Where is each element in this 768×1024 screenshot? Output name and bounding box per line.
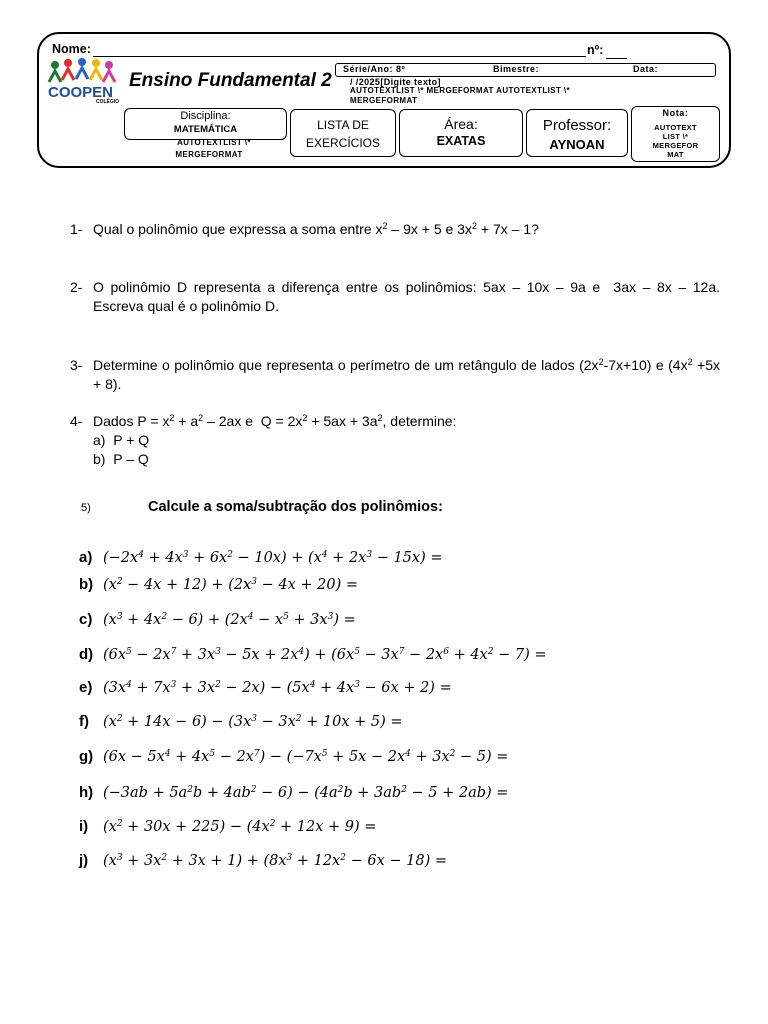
q5-item-label: g) [79,748,94,765]
q5-item [79,748,508,765]
q5-item [79,549,443,566]
bimestre-label: Bimestre: [493,64,540,74]
q5-item-expr: $(x^2 - 4x + 12) + (2x^3 - 4x + 20)$ = [103,577,359,593]
numero-label: nº: [587,43,604,57]
year-row: / /2025[Digite texto] [350,77,441,87]
q5-item-expr: $(6x^5 - 2x^7 + 3x^3 - 5x + 2x^4) + (6x^5 - 3x^7 - 2x^6 + 4x^2 - 7)$ = [103,647,547,663]
nota-line: MERGEFOR [652,141,699,150]
area-value: EXATAS [436,134,486,148]
disciplina-label: Disciplina: [180,110,231,122]
q5-item [79,713,403,730]
q5-item [79,576,358,593]
q4-item-b: b) P – Q [93,451,149,467]
question-5-number: 5) [81,502,91,514]
lista-line1: LISTA DE [317,118,369,132]
q5-item-expr: $(x^2 + 14x - 6) - (3x^3 - 3x^2 + 10x + 5)$ = [103,714,403,730]
q5-item-label: f) [79,713,89,730]
serie-label: Série/Ano: 8º [343,64,406,74]
coopen-logo [46,58,122,106]
logo-text: COOPEN [48,84,114,101]
q5-item [79,646,547,663]
professor-value: AYNOAN [549,137,605,152]
question-text: Qual o polinômio que expressa a soma entre $x^2 - 9x + 5$ e $3x^2 + 7x - 1$? [93,221,539,237]
disciplina-value: MATEMÁTICA [173,124,238,135]
lista-label [290,116,396,152]
q5-item-expr: $(x^3 + 3x^2 + 3x + 1) + (8x^3 + 12x^2 - 6x - 18)$ = [103,853,448,869]
page-title: Ensino Fundamental 2 [129,70,332,91]
disciplina-merge: MERGEFORMAT [175,150,243,159]
q5-item [79,818,376,835]
q5-item-expr: $(-3ab + 5a^2b + 4ab^2 - 6) - (4a^2b + 3ab^2 - 5 + 2ab)$ = [103,785,509,801]
q5-item [79,852,447,869]
question-text: Dados $P = x^2 + a^2 - 2ax$ e $Q = 2x^2 + 5ax + 3a^2$, determine: [93,413,457,429]
q5-item-label: a) [79,549,93,566]
question-number: 4- [70,413,83,429]
q5-item-label: j) [79,852,89,869]
nota-line: AUTOTEXT [654,123,697,132]
q5-item-label: b) [79,576,94,593]
q5-item-label: h) [79,784,94,801]
question-number: 1- [70,221,83,237]
autotext-row: AUTOTEXTLIST \* MERGEFORMAT AUTOTEXTLIST \* [350,86,571,95]
q5-item-expr: $(6x - 5x^4 + 4x^5 - 2x^7) - (-7x^5 + 5x - 2x^4 + 3x^2 - 5)$ = [103,749,509,765]
nome-line [93,56,586,57]
q5-item [79,784,508,801]
q5-item-label: i) [79,818,89,835]
q5-item-label: c) [79,611,93,628]
disciplina-autotext: AUTOTEXTLIST \* [177,138,251,147]
q5-item-label: d) [79,646,94,663]
q5-item-expr: $(3x^4 + 7x^3 + 3x^2 - 2x) - (5x^4 + 4x^3 - 6x + 2)$ = [103,680,452,696]
mergeformat-row: MERGEFORMAT [350,96,418,105]
nota-label: Nota: [662,108,689,118]
question-text: O polinômio D representa a diferença entre os polinômios: 5ax – 10x – 9a e 3ax – 8x – 12a. Escreva qual é o polinômio D. [93,279,720,314]
q5-item-expr: $(-2x^4 + 4x^3 + 6x^2 - 10x) + (x^4 + 2x^3 - 15x)$ = [103,550,443,566]
question-5-title: Calcule a soma/subtração dos polinômios: [148,499,443,515]
q4-item-a: a) P + Q [93,432,150,448]
nota-line: MAT [667,150,684,159]
q5-item-expr: $(x^3 + 4x^2 - 6) + (2x^4 - x^5 + 3x^3)$ = [103,612,356,628]
professor-label: Professor: [542,117,612,134]
question-number: 2- [70,279,83,295]
data-label: Data: [633,64,659,74]
numero-line [606,58,627,59]
q5-item-expr: $(x^2 + 30x + 225) - (4x^2 + 12x + 9)$ = [103,819,377,835]
area-label: Área: [444,116,478,132]
q5-item [79,679,452,696]
question-text: Determine o polinômio que representa o perímetro de um retângulo de lados $(2x^2-7x+10)$ e $(4x^2 +5x + 8)$. [93,357,721,392]
lista-line2: EXERCÍCIOS [305,136,380,150]
q5-item [79,611,356,628]
logo-subtext: COLÉGIO [96,99,120,105]
question-number: 3- [70,357,83,373]
nome-label: Nome: [52,42,91,56]
q5-item-label: e) [79,679,93,696]
nota-line: LIST \* [662,132,689,141]
